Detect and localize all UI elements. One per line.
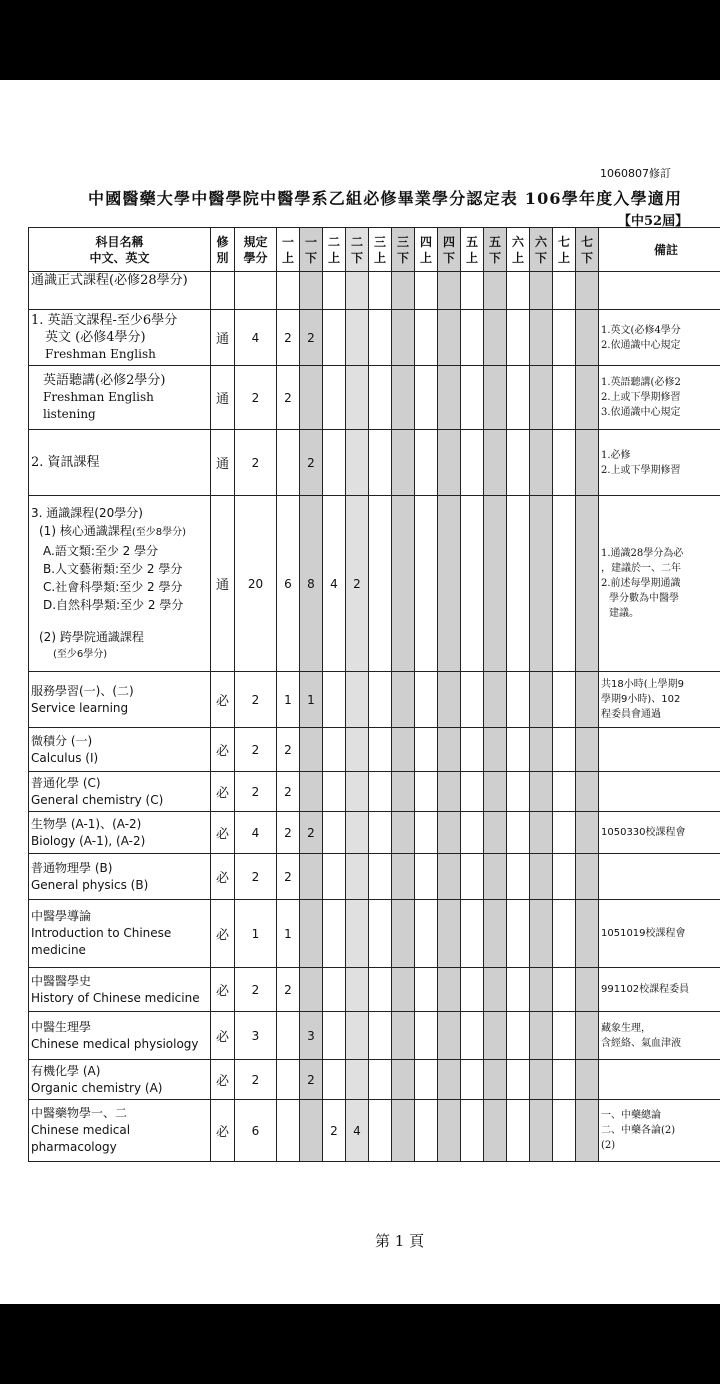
table-row: 微積分 (一) Calculus (I) 必 2 2 — [29, 728, 720, 772]
table-row: 中醫學導論 Introduction to Chinese medicine 必 1 1 1051019校課程會 — [29, 900, 720, 968]
note-cell: 1.英語聽講(必修2 2.上或下學期修習 3.依通識中心規定 — [599, 366, 720, 430]
subject-cell: 中醫生理學 Chinese medical physiology — [29, 1012, 211, 1060]
semester-header: 三 上 — [369, 228, 392, 272]
subject-cell: 中醫藥物學一、二 Chinese medical pharmacology — [29, 1100, 211, 1162]
semester-header: 二 下 — [346, 228, 369, 272]
table-row: 英語聽講(必修2學分) Freshman English listening 通 2 2 1.英語聽講(必修2 2.上或下學期修習 3.依通識中心規定 — [29, 366, 720, 430]
table-row: 2. 資訊課程 通 2 2 1.必修 2.上或下學期修習 — [29, 430, 720, 496]
table-row: 服務學習(一)、(二) Service learning 必 2 1 1 共18小時(上學期9 學期9小時)、102 程委員會通過 — [29, 672, 720, 728]
page-number: 第 1 頁 — [375, 1232, 425, 1250]
semester-header: 七 下 — [576, 228, 599, 272]
navigation-bar — [0, 1304, 720, 1384]
semester-header: 七 上 — [553, 228, 576, 272]
table-row: 1. 英語文課程-至少6學分 英文 (必修4學分) Freshman English 通 4 2 2 1.英文(必修4學分 2.依通識中心規定 — [29, 310, 720, 366]
cohort-label: 【中52屆】 — [618, 214, 689, 229]
table-row: 中醫生理學 Chinese medical physiology 必 3 3 藏象生理， 含經絡、氣血津液 — [29, 1012, 720, 1060]
subject-cell: 有機化學 (A) Organic chemistry (A) — [29, 1060, 211, 1100]
subject-cell: 普通物理學 (B) General physics (B) — [29, 854, 211, 900]
table-row: 中醫藥物學一、二 Chinese medical pharmacology 必 6 2 4 一、中藥總論 二、中藥各論(2) (2) — [29, 1100, 720, 1162]
section-header: 通識正式課程(必修28學分) — [29, 272, 211, 310]
table-row — [29, 272, 720, 310]
semester-header: 六 下 — [530, 228, 553, 272]
note-cell: 共18小時(上學期9 學期9小時)、102 程委員會通過 — [599, 672, 720, 728]
type-header: 修 別 — [211, 228, 235, 272]
semester-header: 四 上 — [415, 228, 438, 272]
revision-date: 1060807修訂 — [600, 167, 671, 180]
document-title: 中國醫藥大學中醫學院中醫學系乙組必修畢業學分認定表 106學年度入學適用 — [88, 189, 683, 208]
semester-header: 五 下 — [484, 228, 507, 272]
note-cell: 991102校課程委員 — [599, 968, 720, 1012]
subject-header: 科目名稱 中文、英文 — [29, 228, 211, 272]
subject-cell: 3. 通識課程(20學分) (1) 核心通識課程(至少8學分) A.語文類:至少 2 學分 B.人文藝術類:至少 2 學分 C.社會科學類:至少 2 學分 D.自然科學類:至少 2 學分 (2) 跨學院通識課程 (至少6學分) — [29, 496, 211, 672]
subject-cell: 微積分 (一) Calculus (I) — [29, 728, 211, 772]
subject-cell: 生物學 (A-1)、(A-2) Biology (A-1), (A-2) — [29, 812, 211, 854]
table-row: 3. 通識課程(20學分) (1) 核心通識課程(至少8學分) A.語文類:至少 2 學分 B.人文藝術類:至少 2 學分 C.社會科學類:至少 2 學分 D.自然科學類:至少 2 學分 (2) 跨學院通識課程 (至少6學分) 通 20 6 8 4 2 1.通識28學分為必 ，建議於一、二年 2.前述每學期通識 學分數為中醫學 建議。 — [29, 496, 720, 672]
note-cell: 1051019校課程會 — [599, 900, 720, 968]
semester-header: 五 上 — [461, 228, 484, 272]
credit-table — [28, 227, 720, 1162]
table-row: 生物學 (A-1)、(A-2) Biology (A-1), (A-2) 必 4 2 2 1050330校課程會 — [29, 812, 720, 854]
subject-cell: 英語聽講(必修2學分) Freshman English listening — [29, 366, 211, 430]
notes-header: 備註 — [599, 228, 720, 272]
subject-cell: 服務學習(一)、(二) Service learning — [29, 672, 211, 728]
semester-header: 二 上 — [323, 228, 346, 272]
subject-cell: 中醫醫學史 History of Chinese medicine — [29, 968, 211, 1012]
subject-cell: 中醫學導論 Introduction to Chinese medicine — [29, 900, 211, 968]
note-cell: 1.英文(必修4學分 2.依通識中心規定 — [599, 310, 720, 366]
semester-header: 三 下 — [392, 228, 415, 272]
table-header-row — [29, 228, 720, 272]
note-cell: 1.通識28學分為必 ，建議於一、二年 2.前述每學期通識 學分數為中醫學 建議。 — [599, 496, 720, 672]
subject-cell: 2. 資訊課程 — [29, 430, 211, 496]
table-row: 普通化學 (C) General chemistry (C) 必 2 2 — [29, 772, 720, 812]
table-row: 普通物理學 (B) General physics (B) 必 2 2 — [29, 854, 720, 900]
subject-cell: 1. 英語文課程-至少6學分 英文 (必修4學分) Freshman English — [29, 310, 211, 366]
semester-header: 一 上 — [277, 228, 300, 272]
note-cell: 藏象生理， 含經絡、氣血津液 — [599, 1012, 720, 1060]
status-bar — [0, 0, 720, 80]
semester-header: 六 上 — [507, 228, 530, 272]
note-cell: 1.必修 2.上或下學期修習 — [599, 430, 720, 496]
table-row: 有機化學 (A) Organic chemistry (A) 必 2 2 — [29, 1060, 720, 1100]
credits-header: 規定 學分 — [235, 228, 277, 272]
note-cell: 一、中藥總論 二、中藥各論(2) (2) — [599, 1100, 720, 1162]
table-row: 中醫醫學史 History of Chinese medicine 必 2 2 991102校課程委員 — [29, 968, 720, 1012]
semester-header: 一 下 — [300, 228, 323, 272]
note-cell: 1050330校課程會 — [599, 812, 720, 854]
subject-cell: 普通化學 (C) General chemistry (C) — [29, 772, 211, 812]
semester-header: 四 下 — [438, 228, 461, 272]
